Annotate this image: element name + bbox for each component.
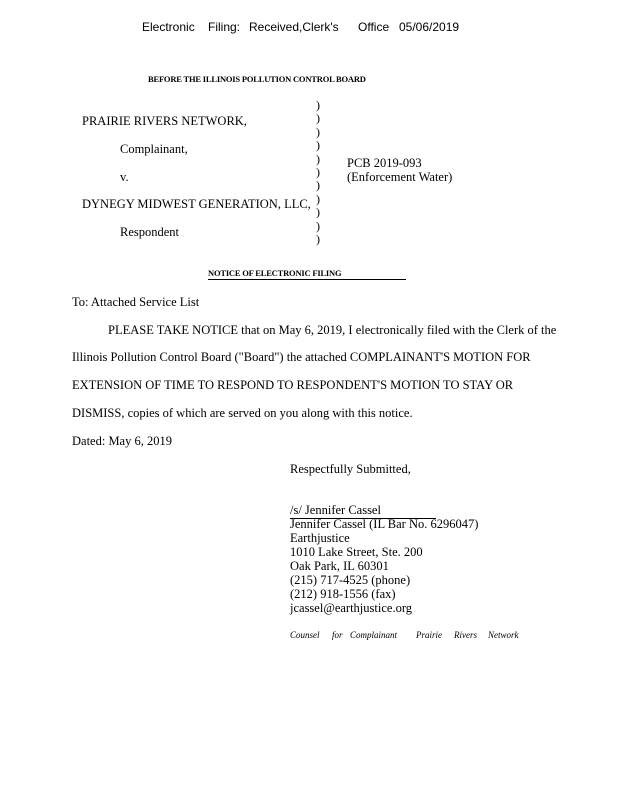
counsel-word: for [332, 630, 343, 640]
defendant-role: Respondent [120, 225, 180, 239]
organization: Earthjustice [290, 531, 350, 545]
paren: ) [316, 178, 320, 193]
street-address: 1010 Lake Street, Ste. 200 [290, 545, 423, 559]
paren: ) [316, 138, 320, 153]
body-line-2: Illinois Pollution Control Board ("Board") the attached COMPLAINANT'S MOTION FOR [72, 350, 531, 364]
paren: ) [316, 205, 320, 220]
stamp-electronic: Electronic [142, 20, 195, 34]
case-type: (Enforcement Water) [347, 170, 453, 184]
city-state-zip: Oak Park, IL 60301 [290, 559, 389, 573]
stamp-filing: Filing: [208, 20, 241, 34]
dated-line: Dated: May 6, 2019 [72, 434, 172, 448]
counsel-word: Counsel [290, 630, 320, 640]
paren: ) [316, 124, 320, 139]
stamp-received: Received,Clerk's [249, 20, 339, 34]
email-address: jcassel@earthjustice.org [290, 601, 413, 615]
e-signature: /s/ Jennifer Cassel [290, 503, 436, 519]
counsel-word: Prairie [416, 630, 442, 640]
attorney-name: Jennifer Cassel (IL Bar No. 6296047) [290, 517, 479, 531]
fax-number: (212) 918-1556 (fax) [290, 587, 396, 601]
stamp-date: 05/06/2019 [399, 20, 460, 34]
paren: ) [316, 232, 320, 247]
defendant-name: DYNEGY MIDWEST GENERATION, LLC, [82, 197, 311, 211]
paren: ) [316, 98, 320, 112]
paren: ) [316, 165, 320, 180]
plaintiff-role: Complainant, [120, 142, 188, 156]
phone-number: (215) 717-4525 (phone) [290, 573, 411, 587]
paren: ) [316, 111, 320, 126]
body-line-1: PLEASE TAKE NOTICE that on May 6, 2019, I electronically filed with the Clerk of the [108, 323, 557, 337]
to-line: To: Attached Service List [72, 295, 200, 309]
court-heading: BEFORE THE ILLINOIS POLLUTION CONTROL BOARD [148, 74, 366, 84]
notice-title: NOTICE OF ELECTRONIC FILING [208, 268, 406, 280]
counsel-word: Complainant [350, 630, 398, 640]
paren: ) [316, 218, 320, 233]
paren: ) [316, 191, 320, 206]
plaintiff-name: PRAIRIE RIVERS NETWORK, [82, 114, 247, 128]
body-line-4: DISMISS, copies of which are served on you along with this notice. [72, 406, 413, 420]
case-number: PCB 2019-093 [347, 156, 422, 170]
closing: Respectfully Submitted, [290, 462, 411, 476]
paren: ) [316, 151, 320, 166]
body-line-3: EXTENSION OF TIME TO RESPOND TO RESPONDENT'S MOTION TO STAY OR [72, 378, 514, 392]
versus-label: v. [120, 170, 129, 184]
stamp-office: Office [358, 20, 390, 34]
counsel-word: Network [488, 630, 519, 640]
caption-parentheses [316, 99, 320, 246]
counsel-word: Rivers [454, 630, 477, 640]
